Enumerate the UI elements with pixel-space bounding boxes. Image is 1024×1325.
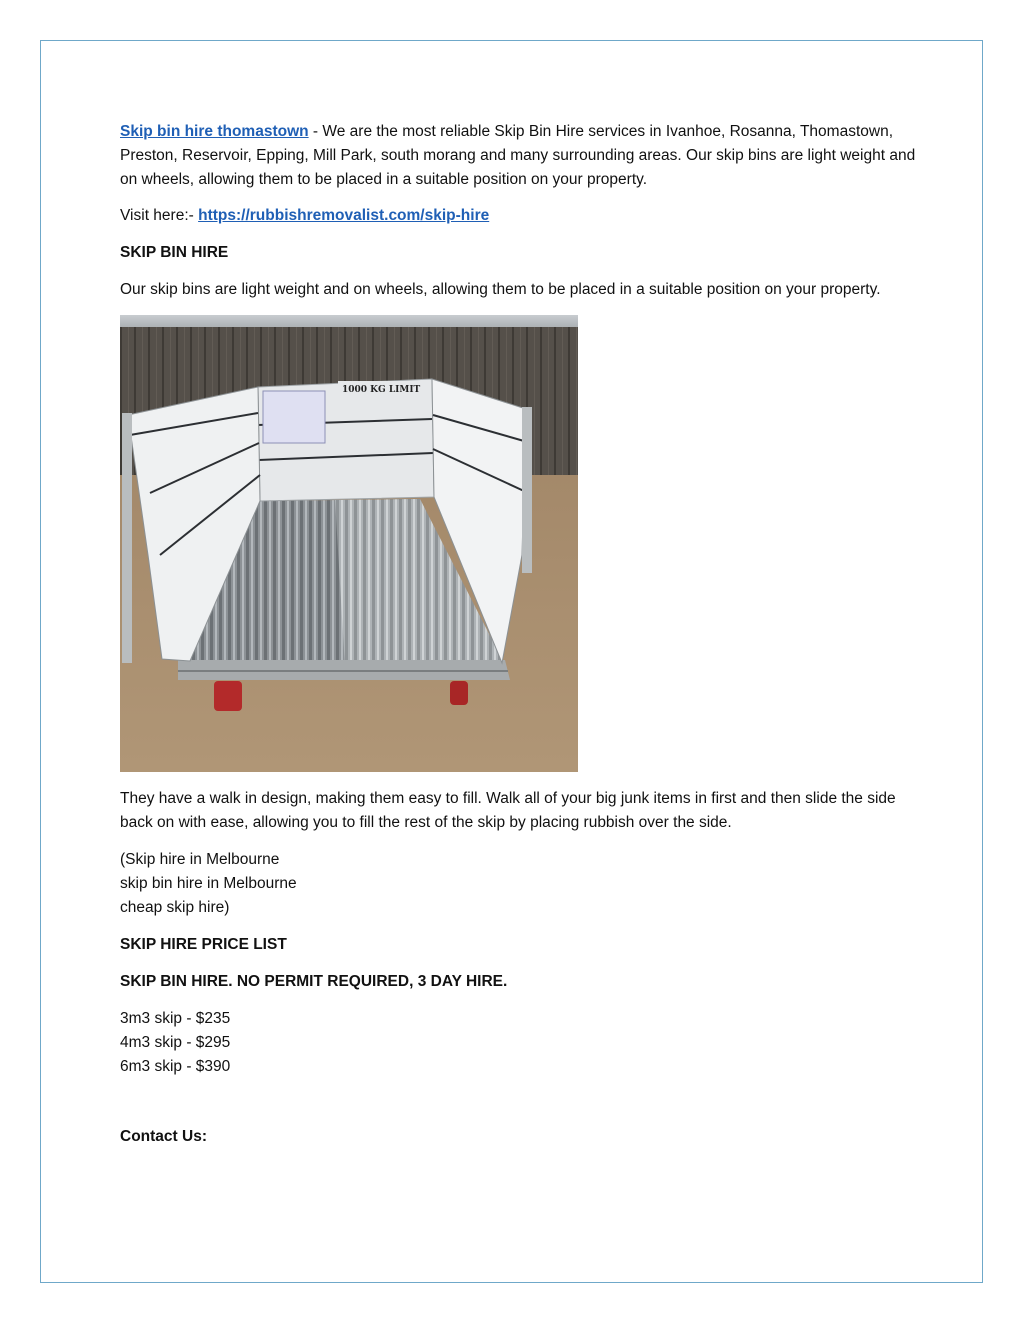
walk-in-design-paragraph: They have a walk in design, making them easy to fill. Walk all of your big junk items in first and then slide the side back on with ease, allowing you to fill the rest of the skip by placing rubbish over the side.: [120, 790, 896, 831]
keyword-line: skip bin hire in Melbourne: [120, 875, 297, 892]
visit-line: [120, 204, 920, 228]
skip-bin-photo: [120, 315, 578, 772]
front-left-wheel: [214, 681, 242, 711]
skip-bin-hire-heading: SKIP BIN HIRE: [120, 244, 229, 261]
contact-heading: Contact Us:: [120, 1128, 207, 1145]
price-item: 4m3 skip - $295: [120, 1034, 231, 1051]
price-list: [120, 1007, 920, 1079]
price-list-heading: SKIP HIRE PRICE LIST: [120, 936, 287, 953]
keyword-line: cheap skip hire): [120, 899, 230, 916]
intro-paragraph: [120, 120, 920, 192]
left-corner-post: [122, 413, 132, 663]
price-sticker: [263, 391, 325, 443]
skip-bin-hire-thomastown-link[interactable]: Skip bin hire thomastown: [120, 123, 309, 140]
intro-text: - We are the most reliable Skip Bin Hire services in Ivanhoe, Rosanna, Thomastown, Preston, Reservoir, Epping, Mill Park, south morang and many surrounding areas. Our skip bins are light weight and on wheels, allowing them to be placed in a suitable position on your property.: [120, 123, 916, 188]
skip-hire-url-link[interactable]: https://rubbishremovalist.com/skip-hire: [198, 207, 490, 224]
right-corner-post: [522, 407, 532, 573]
weight-limit-sign: 1000 KG LIMIT: [342, 385, 421, 395]
front-right-wheel: [450, 681, 468, 705]
light-weight-paragraph: Our skip bins are light weight and on wheels, allowing them to be placed in a suitable position on your property.: [120, 281, 881, 298]
document-body: [120, 120, 920, 1149]
price-item: 3m3 skip - $235: [120, 1010, 231, 1027]
visit-label: Visit here:-: [120, 207, 199, 224]
keyword-line: (Skip hire in Melbourne: [120, 851, 280, 868]
price-list-subheading: SKIP BIN HIRE. NO PERMIT REQUIRED, 3 DAY HIRE.: [120, 973, 508, 990]
price-item: 6m3 skip - $390: [120, 1058, 231, 1075]
keyword-list: [120, 848, 920, 920]
